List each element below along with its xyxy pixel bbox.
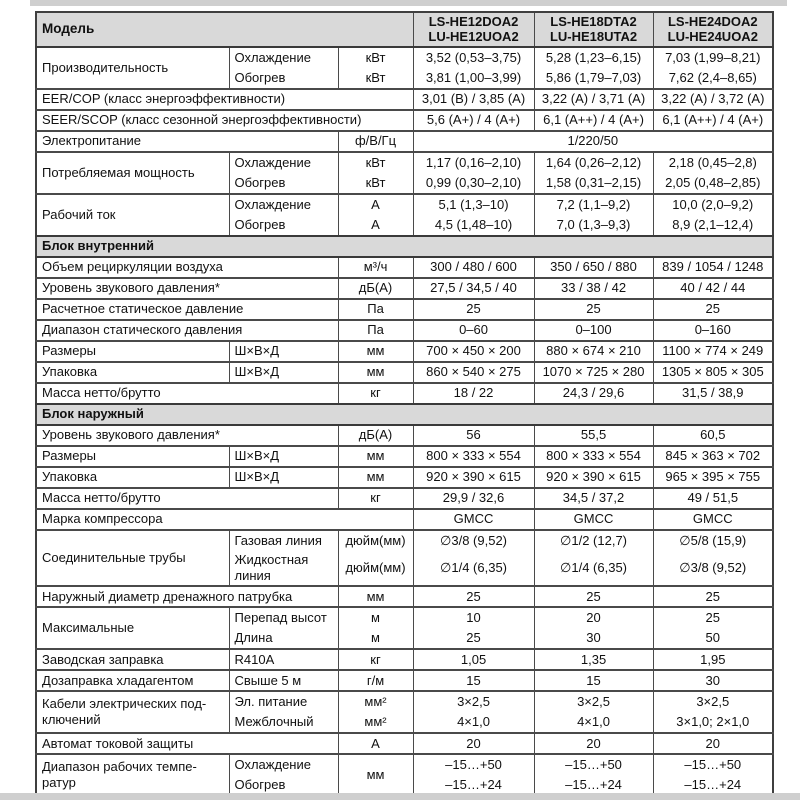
- sub-param-label: Обогрев: [229, 173, 338, 194]
- unit-cell: дюйм(мм): [338, 530, 413, 551]
- value-cell: 50: [653, 628, 773, 649]
- sub-param-label: Ш×В×Д: [229, 467, 338, 488]
- unit-cell: кг: [338, 383, 413, 404]
- param-label: Потребляемая мощность: [36, 152, 229, 194]
- table-row: [36, 509, 773, 530]
- model-header-label: Модель: [36, 12, 413, 47]
- value-cell: 1,17 (0,16–2,10): [413, 152, 534, 173]
- value-cell: –15…+24: [653, 775, 773, 796]
- table-row: [36, 383, 773, 404]
- unit-cell: кг: [338, 649, 413, 670]
- sub-param-label: Газовая линия: [229, 530, 338, 551]
- model-column-header: [653, 12, 773, 47]
- unit-cell: мм: [338, 754, 413, 796]
- param-label: EER/COP (класс энергоэффективности): [36, 89, 413, 110]
- value-cell: 24,3 / 29,6: [534, 383, 653, 404]
- unit-cell: м³/ч: [338, 257, 413, 278]
- value-cell: 25: [413, 299, 534, 320]
- value-cell: 15: [534, 670, 653, 691]
- param-label: Автомат токовой защиты: [36, 733, 338, 754]
- page-top-strip: [30, 0, 787, 6]
- value-cell: 2,18 (0,45–2,8): [653, 152, 773, 173]
- section-row: [36, 404, 773, 425]
- value-cell: 25: [653, 586, 773, 607]
- value-cell: 29,9 / 32,6: [413, 488, 534, 509]
- unit-cell: кВт: [338, 47, 413, 68]
- value-cell: 920 × 390 × 615: [413, 467, 534, 488]
- model-name-line: LU-HE18UTA2: [549, 29, 638, 45]
- value-cell: 5,6 (A+) / 4 (A+): [413, 110, 534, 131]
- unit-cell: кг: [338, 488, 413, 509]
- value-cell: 0,99 (0,30–2,10): [413, 173, 534, 194]
- unit-cell: мм²: [338, 712, 413, 733]
- section-row: [36, 236, 773, 257]
- spec-table: [35, 11, 774, 797]
- table-row: [36, 586, 773, 607]
- value-cell: 3×2,5: [653, 691, 773, 712]
- unit-cell: г/м: [338, 670, 413, 691]
- table-row: [36, 152, 773, 173]
- value-cell: ∅3/8 (9,52): [653, 551, 773, 587]
- value-cell: 34,5 / 37,2: [534, 488, 653, 509]
- unit-cell: мм: [338, 446, 413, 467]
- sub-param-label: Ш×В×Д: [229, 341, 338, 362]
- value-cell: 700 × 450 × 200: [413, 341, 534, 362]
- sub-param-label: Охлаждение: [229, 194, 338, 215]
- value-cell: 7,62 (2,4–8,65): [653, 68, 773, 89]
- value-cell: 3,81 (1,00–3,99): [413, 68, 534, 89]
- value-cell: 0–60: [413, 320, 534, 341]
- value-cell: 1305 × 805 × 305: [653, 362, 773, 383]
- value-cell: 3,01 (B) / 3,85 (A): [413, 89, 534, 110]
- sub-param-label: Обогрев: [229, 775, 338, 796]
- param-label: Размеры: [36, 341, 229, 362]
- param-label: Расчетное статическое давление: [36, 299, 338, 320]
- value-cell: 20: [413, 733, 534, 754]
- header-row: [36, 12, 773, 47]
- value-cell: 1/220/50: [413, 131, 773, 152]
- table-row: [36, 670, 773, 691]
- value-cell: 1,05: [413, 649, 534, 670]
- sub-param-label: Охлаждение: [229, 152, 338, 173]
- value-cell: 5,86 (1,79–7,03): [534, 68, 653, 89]
- sub-param-label: Межблочный: [229, 712, 338, 733]
- table-row: [36, 530, 773, 551]
- table-row: [36, 362, 773, 383]
- param-label: Наружный диаметр дренажного патрубка: [36, 586, 338, 607]
- value-cell: 7,03 (1,99–8,21): [653, 47, 773, 68]
- value-cell: 6,1 (A++) / 4 (A+): [534, 110, 653, 131]
- table-row: [36, 649, 773, 670]
- unit-cell: кВт: [338, 152, 413, 173]
- value-cell: 300 / 480 / 600: [413, 257, 534, 278]
- param-label: Производительность: [36, 47, 229, 89]
- value-cell: 4×1,0: [534, 712, 653, 733]
- value-cell: 20: [534, 607, 653, 628]
- table-row: [36, 754, 773, 775]
- value-cell: 8,9 (2,1–12,4): [653, 215, 773, 236]
- value-cell: –15…+24: [413, 775, 534, 796]
- param-label: Объем рециркуляции воздуха: [36, 257, 338, 278]
- value-cell: 27,5 / 34,5 / 40: [413, 278, 534, 299]
- value-cell: 3,52 (0,53–3,75): [413, 47, 534, 68]
- value-cell: 800 × 333 × 554: [413, 446, 534, 467]
- param-label: Размеры: [36, 446, 229, 467]
- param-label: Масса нетто/брутто: [36, 488, 338, 509]
- param-label: SEER/SCOP (класс сезонной энергоэффективности): [36, 110, 413, 131]
- sub-param-label: Перепад высот: [229, 607, 338, 628]
- value-cell: 860 × 540 × 275: [413, 362, 534, 383]
- unit-cell: Па: [338, 299, 413, 320]
- sub-param-label: Обогрев: [229, 215, 338, 236]
- value-cell: 880 × 674 × 210: [534, 341, 653, 362]
- value-cell: 6,1 (A++) / 4 (A+): [653, 110, 773, 131]
- param-label: Заводская заправка: [36, 649, 229, 670]
- param-label: Рабочий ток: [36, 194, 229, 236]
- value-cell: –15…+50: [534, 754, 653, 775]
- value-cell: 15: [413, 670, 534, 691]
- table-row: [36, 194, 773, 215]
- param-label: Диапазон статического давления: [36, 320, 338, 341]
- value-cell: 1,58 (0,31–2,15): [534, 173, 653, 194]
- value-cell: 2,05 (0,48–2,85): [653, 173, 773, 194]
- value-cell: 3×1,0; 2×1,0: [653, 712, 773, 733]
- unit-cell: м: [338, 607, 413, 628]
- unit-cell: А: [338, 733, 413, 754]
- value-cell: 1070 × 725 × 280: [534, 362, 653, 383]
- unit-cell: А: [338, 215, 413, 236]
- unit-cell: дБ(А): [338, 425, 413, 446]
- table-row: [36, 446, 773, 467]
- param-label: Соединительные трубы: [36, 530, 229, 587]
- param-label: Дозаправка хладагентом: [36, 670, 229, 691]
- model-name-line: LS-HE24DOA2: [667, 14, 758, 29]
- value-cell: 1100 × 774 × 249: [653, 341, 773, 362]
- value-cell: 56: [413, 425, 534, 446]
- value-cell: ∅1/4 (6,35): [413, 551, 534, 587]
- model-name-line: LU-HE12UOA2: [428, 29, 519, 45]
- model-name-line: LS-HE18DTA2: [550, 14, 637, 29]
- value-cell: 33 / 38 / 42: [534, 278, 653, 299]
- value-cell: 49 / 51,5: [653, 488, 773, 509]
- sub-param-label: Длина: [229, 628, 338, 649]
- value-cell: –15…+24: [534, 775, 653, 796]
- value-cell: 10: [413, 607, 534, 628]
- value-cell: 5,1 (1,3–10): [413, 194, 534, 215]
- table-row: [36, 47, 773, 68]
- model-name-line: LU-HE24UOA2: [667, 29, 758, 45]
- table-row: [36, 467, 773, 488]
- value-cell: 18 / 22: [413, 383, 534, 404]
- value-cell: 25: [534, 299, 653, 320]
- table-row: [36, 425, 773, 446]
- model-column-header: [534, 12, 653, 47]
- sub-param-label: Ш×В×Д: [229, 446, 338, 467]
- table-row: [36, 733, 773, 754]
- unit-cell: мм: [338, 467, 413, 488]
- table-row: [36, 320, 773, 341]
- value-cell: 1,64 (0,26–2,12): [534, 152, 653, 173]
- value-cell: 3×2,5: [534, 691, 653, 712]
- param-label: Упаковка: [36, 467, 229, 488]
- value-cell: 40 / 42 / 44: [653, 278, 773, 299]
- table-row: [36, 341, 773, 362]
- param-label: Масса нетто/брутто: [36, 383, 338, 404]
- value-cell: 0–160: [653, 320, 773, 341]
- value-cell: 55,5: [534, 425, 653, 446]
- model-column-header: [413, 12, 534, 47]
- param-label: Диапазон рабочих темпе-ратур: [36, 754, 229, 796]
- unit-cell: ф/В/Гц: [338, 131, 413, 152]
- value-cell: 965 × 395 × 755: [653, 467, 773, 488]
- value-cell: 25: [534, 586, 653, 607]
- unit-cell: А: [338, 194, 413, 215]
- value-cell: 20: [534, 733, 653, 754]
- section-title: Блок внутренний: [36, 236, 773, 257]
- unit-cell: дюйм(мм): [338, 551, 413, 587]
- unit-cell: кВт: [338, 68, 413, 89]
- value-cell: 1,95: [653, 649, 773, 670]
- table-row: [36, 131, 773, 152]
- unit-cell: мм: [338, 362, 413, 383]
- sub-param-label: Свыше 5 м: [229, 670, 338, 691]
- param-label: Максимальные: [36, 607, 229, 649]
- sub-param-label: Охлаждение: [229, 47, 338, 68]
- unit-cell: мм²: [338, 691, 413, 712]
- value-cell: 30: [534, 628, 653, 649]
- table-row: [36, 89, 773, 110]
- value-cell: 350 / 650 / 880: [534, 257, 653, 278]
- sub-param-label: R410A: [229, 649, 338, 670]
- value-cell: 920 × 390 × 615: [534, 467, 653, 488]
- value-cell: 0–100: [534, 320, 653, 341]
- sub-param-label: Эл. питание: [229, 691, 338, 712]
- unit-cell: кВт: [338, 173, 413, 194]
- sub-param-label: Жидкостная линия: [229, 551, 338, 587]
- value-cell: 30: [653, 670, 773, 691]
- value-cell: 25: [653, 607, 773, 628]
- value-cell: ∅1/2 (12,7): [534, 530, 653, 551]
- table-row: [36, 278, 773, 299]
- param-label: Марка компрессора: [36, 509, 413, 530]
- model-name-line: LS-HE12DOA2: [428, 14, 519, 29]
- param-label: Упаковка: [36, 362, 229, 383]
- value-cell: –15…+50: [653, 754, 773, 775]
- page-bottom-strip: [0, 793, 800, 800]
- param-label: Кабели электрических под-ключений: [36, 691, 229, 733]
- value-cell: ∅5/8 (15,9): [653, 530, 773, 551]
- table-row: [36, 691, 773, 712]
- param-label: Электропитание: [36, 131, 338, 152]
- spec-table-body: [36, 47, 773, 797]
- value-cell: GMCC: [413, 509, 534, 530]
- unit-cell: мм: [338, 341, 413, 362]
- value-cell: ∅1/4 (6,35): [534, 551, 653, 587]
- section-title: Блок наружный: [36, 404, 773, 425]
- value-cell: ∅3/8 (9,52): [413, 530, 534, 551]
- value-cell: 7,2 (1,1–9,2): [534, 194, 653, 215]
- param-label: Уровень звукового давления*: [36, 278, 338, 299]
- value-cell: 800 × 333 × 554: [534, 446, 653, 467]
- value-cell: 25: [413, 586, 534, 607]
- unit-cell: мм: [338, 586, 413, 607]
- value-cell: 1,35: [534, 649, 653, 670]
- value-cell: GMCC: [653, 509, 773, 530]
- sub-param-label: Обогрев: [229, 68, 338, 89]
- value-cell: –15…+50: [413, 754, 534, 775]
- value-cell: 4×1,0: [413, 712, 534, 733]
- table-row: [36, 110, 773, 131]
- sub-param-label: Охлаждение: [229, 754, 338, 775]
- value-cell: 7,0 (1,3–9,3): [534, 215, 653, 236]
- value-cell: 20: [653, 733, 773, 754]
- value-cell: 3,22 (A) / 3,71 (A): [534, 89, 653, 110]
- spec-table-container: [35, 11, 772, 797]
- value-cell: GMCC: [534, 509, 653, 530]
- value-cell: 845 × 363 × 702: [653, 446, 773, 467]
- table-row: [36, 257, 773, 278]
- value-cell: 3×2,5: [413, 691, 534, 712]
- value-cell: 31,5 / 38,9: [653, 383, 773, 404]
- value-cell: 60,5: [653, 425, 773, 446]
- value-cell: 25: [653, 299, 773, 320]
- unit-cell: Па: [338, 320, 413, 341]
- table-row: [36, 299, 773, 320]
- sub-param-label: Ш×В×Д: [229, 362, 338, 383]
- value-cell: 25: [413, 628, 534, 649]
- value-cell: 10,0 (2,0–9,2): [653, 194, 773, 215]
- unit-cell: м: [338, 628, 413, 649]
- param-label: Уровень звукового давления*: [36, 425, 338, 446]
- unit-cell: дБ(А): [338, 278, 413, 299]
- table-row: [36, 607, 773, 628]
- value-cell: 839 / 1054 / 1248: [653, 257, 773, 278]
- table-row: [36, 488, 773, 509]
- value-cell: 3,22 (A) / 3,72 (A): [653, 89, 773, 110]
- value-cell: 4,5 (1,48–10): [413, 215, 534, 236]
- value-cell: 5,28 (1,23–6,15): [534, 47, 653, 68]
